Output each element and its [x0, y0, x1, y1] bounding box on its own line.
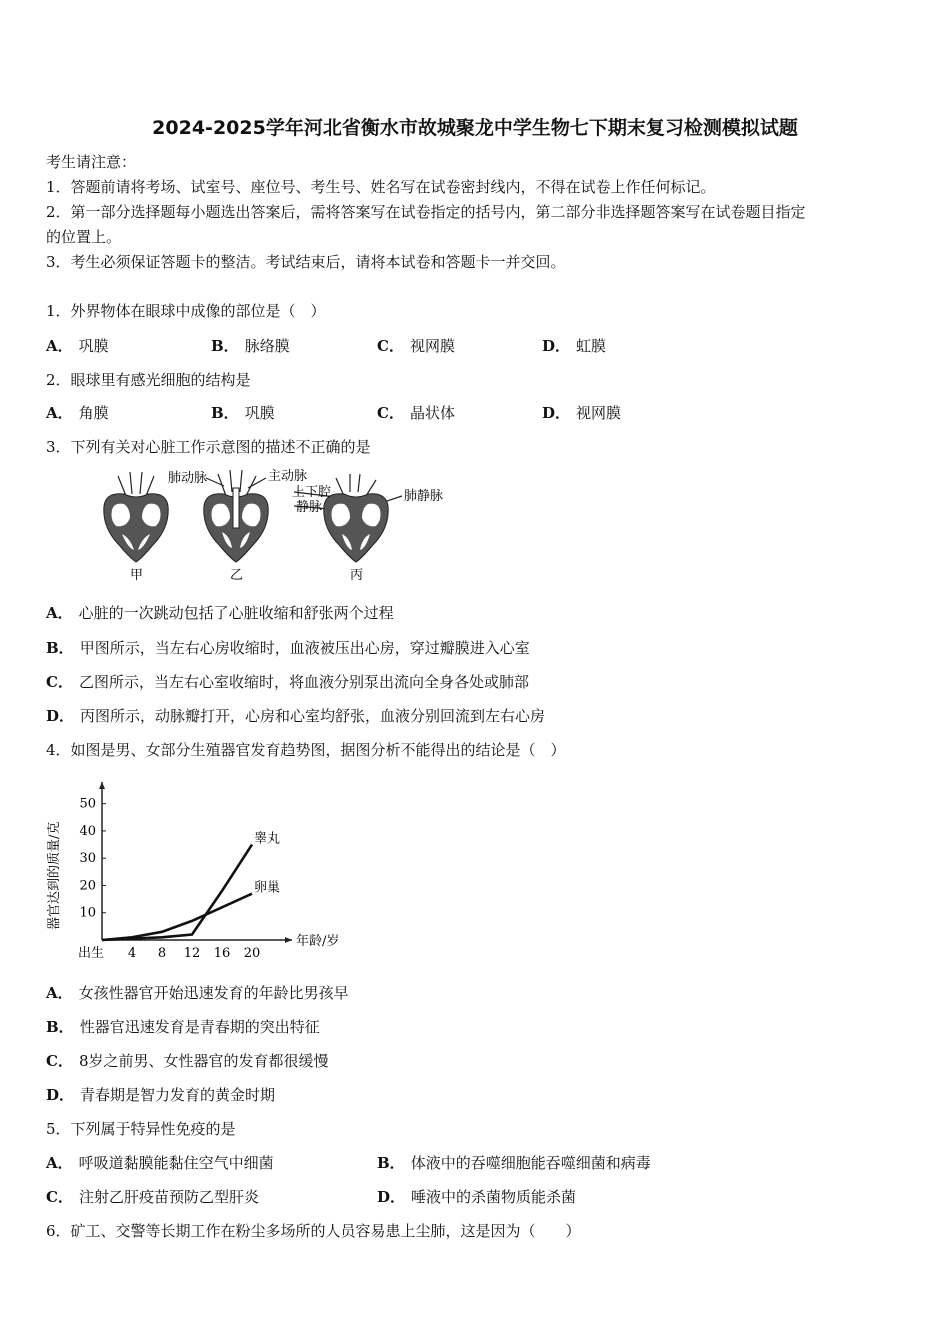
series-label: 卵巢: [254, 880, 281, 896]
notice-item: 1．答题前请将考场、试室号、座位号、考生号、姓名写在试卷密封线内，不得在试卷上作任何标记。: [46, 178, 716, 196]
label-vena-cava: 上下腔: [292, 485, 332, 500]
label-pulmonary-vein: 肺静脉: [404, 489, 444, 504]
option-d: D． 虹膜: [542, 337, 607, 355]
y-tick-label: 30: [79, 851, 96, 867]
option-a: A． 呼吸道黏膜能黏住空气中细菌: [46, 1154, 274, 1172]
x-tick-label: 20: [243, 946, 261, 961]
option-b: B． 巩膜: [211, 404, 275, 422]
caption-bing: 丙: [350, 568, 364, 583]
heart-jia: [104, 494, 168, 562]
option-d: D． 视网膜: [542, 404, 622, 422]
question-stem: 2．眼球里有感光细胞的结构是: [46, 371, 251, 389]
notice-item: 的位置上。: [46, 228, 122, 246]
option-d: D． 唾液中的杀菌物质能杀菌: [377, 1188, 577, 1206]
option-c: C． 注射乙肝疫苗预防乙型肝炎: [46, 1188, 259, 1206]
series-line-1: [102, 894, 252, 940]
option-b: B． 甲图所示，当左右心房收缩时，血液被压出心房，穿过瓣膜进入心室: [46, 639, 530, 657]
option-a: A． 巩膜: [46, 337, 109, 355]
question-stem: 4．如图是男、女部分生殖器官发育趋势图，据图分析不能得出的结论是（ ）: [46, 741, 566, 759]
x-tick-label: 8: [157, 946, 167, 961]
label-vena-cava-2: 静脉: [296, 500, 323, 515]
option-c: C． 乙图所示，当左右心室收缩时，将血液分别泵出流向全身各处或肺部: [46, 673, 529, 691]
option-b: B． 性器官迅速发育是青春期的突出特征: [46, 1018, 320, 1036]
growth-chart: [46, 778, 340, 968]
option-c: C． 8岁之前男、女性器官的发育都很缓慢: [46, 1052, 329, 1070]
y-tick-label: 40: [79, 823, 96, 839]
notice-heading: 考生请注意：: [46, 153, 137, 171]
y-axis-arrow: [99, 782, 105, 789]
y-tick-label: 10: [79, 905, 96, 921]
x-axis-label: 年龄/岁: [296, 934, 340, 949]
caption-jia: 甲: [130, 568, 144, 583]
option-b: B． 体液中的吞噬细胞能吞噬细菌和病毒: [377, 1154, 651, 1172]
question-stem: 3．下列有关对心脏工作示意图的描述不正确的是: [46, 438, 371, 456]
label-aorta: 主动脉: [268, 469, 308, 484]
heart-bing: [324, 494, 388, 562]
y-tick-label: 50: [79, 796, 96, 812]
option-c: C． 视网膜: [377, 337, 455, 355]
question-stem: 6．矿工、交警等长期工作在粉尘多场所的人员容易患上尘肺，这是因为（ ）: [46, 1222, 581, 1240]
question-stem: 1．外界物体在眼球中成像的部位是（ ）: [46, 302, 326, 320]
notice-item: 3．考生必须保证答题卡的整洁。考试结束后，请将本试卷和答题卡一并交回。: [46, 253, 566, 271]
heart-diagram: [96, 466, 456, 584]
notice-item: 2．第一部分选择题每小题选出答案后，需将答案写在试卷指定的括号内，第二部分非选择题答案写在试卷题目指定: [46, 203, 806, 221]
x-tick-label: 4: [127, 946, 137, 961]
option-d: D． 青春期是智力发育的黄金时期: [46, 1086, 276, 1104]
option-a: A． 角膜: [46, 404, 109, 422]
series-label: 睾丸: [254, 831, 281, 847]
label-pulmonary-artery: 肺动脉: [168, 471, 208, 486]
y-tick-label: 20: [79, 878, 96, 894]
y-axis-label: 器官达到的质量/克: [47, 821, 62, 930]
x-axis-arrow: [285, 937, 292, 943]
option-a: A． 心脏的一次跳动包括了心脏收缩和舒张两个过程: [46, 604, 394, 622]
question-stem: 5．下列属于特异性免疫的是: [46, 1120, 236, 1138]
option-d: D． 丙图所示，动脉瓣打开，心房和心室均舒张，血液分别回流到左右心房: [46, 707, 546, 725]
option-a: A． 女孩性器官开始迅速发育的年龄比男孩早: [46, 984, 349, 1002]
page-title: 2024-2025学年河北省衡水市故城聚龙中学生物七下期末复习检测模拟试题: [152, 117, 798, 139]
option-c: C． 晶状体: [377, 404, 455, 422]
x-tick-label: 12: [183, 946, 201, 961]
caption-yi: 乙: [230, 568, 244, 583]
x-tick-label: 16: [213, 946, 231, 961]
option-b: B． 脉络膜: [211, 337, 290, 355]
x-origin-label: 出生: [78, 946, 105, 961]
